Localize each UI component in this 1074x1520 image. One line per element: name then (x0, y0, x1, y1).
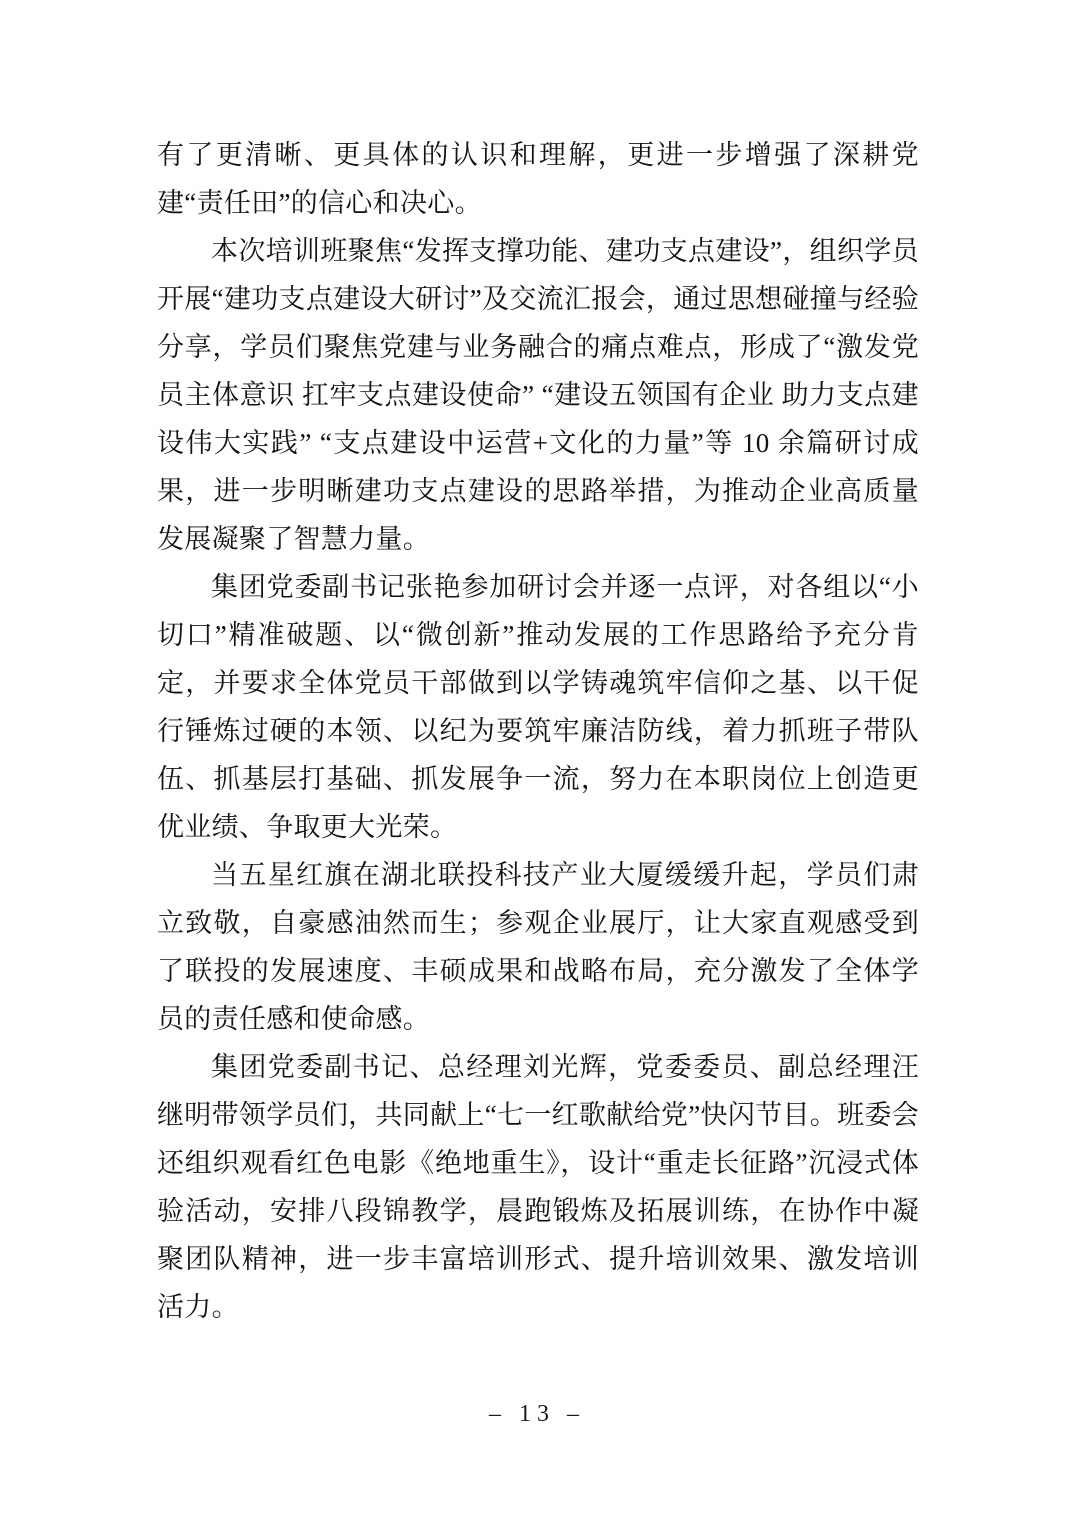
document-body (157, 131, 919, 1331)
paragraph: 集团党委副书记张艳参加研讨会并逐一点评，对各组以“小切口”精准破题、以“微创新”推动发展的工作思路给予充分肯定，并要求全体党员干部做到以学铸魂筑牢信仰之基、以干促行锤炼过硬的本领、以纪为要筑牢廉洁防线，着力抓班子带队伍、抓基层打基础、抓发展争一流，努力在本职岗位上创造更优业绩、争取更大光荣。 (157, 572, 919, 842)
paragraph: 集团党委副书记、总经理刘光辉，党委委员、副总经理汪继明带领学员们，共同献上“七一红歌献给党”快闪节目。班委会还组织观看红色电影《绝地重生》，设计“重走长征路”沉浸式体验活动，安排八段锦教学，晨跑锻炼及拓展训练，在协作中凝聚团队精神，进一步丰富培训形式、提升培训效果、激发培训活力。 (157, 1052, 919, 1322)
paragraph: 本次培训班聚焦“发挥支撑功能、建功支点建设”，组织学员开展“建功支点建设大研讨”及交流汇报会，通过思想碰撞与经验分享，学员们聚焦党建与业务融合的痛点难点，形成了“激发党员主体意识 扛牢支点建设使命” “建设五领国有企业 助力支点建设伟大实践” “支点建设中运营+文化的力量”等 10 余篇研讨成果，进一步明晰建功支点建设的思路举措，为推动企业高质量发展凝聚了智慧力量。 (157, 236, 919, 554)
page-number: – 13 – (489, 1401, 585, 1427)
paragraph: 当五星红旗在湖北联投科技产业大厦缓缓升起，学员们肃立致敬，自豪感油然而生；参观企业展厅，让大家直观感受到了联投的发展速度、丰硕成果和战略布局，充分激发了全体学员的责任感和使命感。 (157, 860, 919, 1034)
paragraph-continuation: 有了更清晰、更具体的认识和理解，更进一步增强了深耕党建“责任田”的信心和决心。 (157, 140, 919, 218)
page-footer (0, 1396, 1074, 1432)
